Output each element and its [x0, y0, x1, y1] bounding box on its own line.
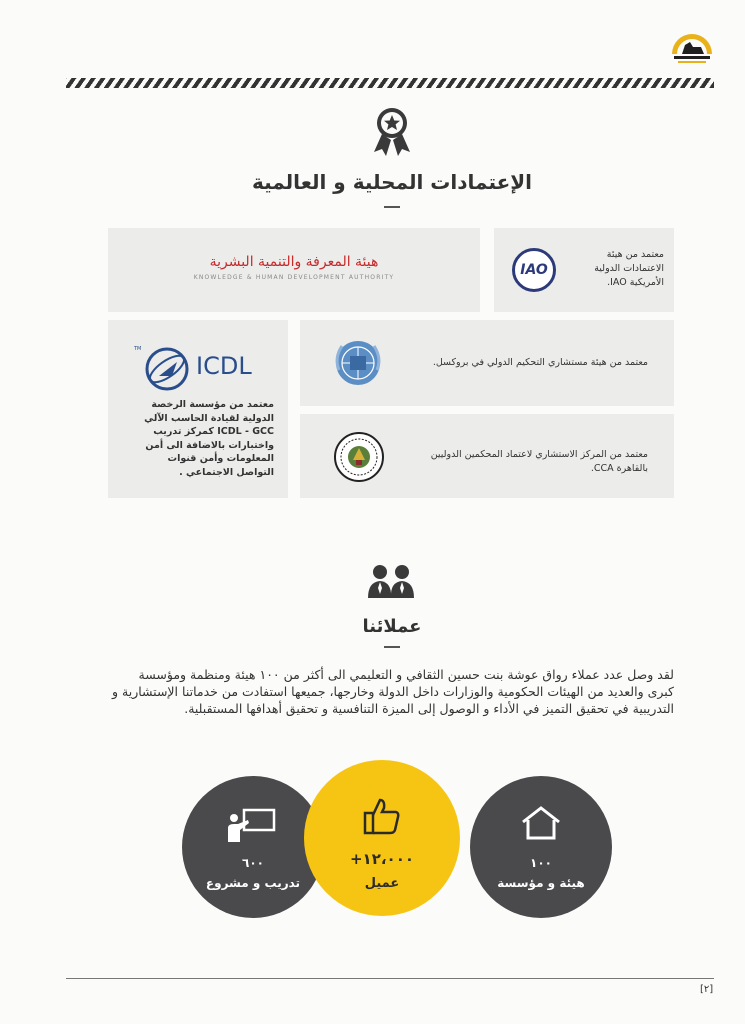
- stat-clients-circle: [304, 760, 460, 916]
- khda-name-ar: هيئة المعرفة والتنمية البشرية: [209, 254, 379, 270]
- iao-logo-text: IAO: [520, 262, 548, 278]
- khda-card: [108, 228, 480, 312]
- stat-organizations-value: ١٠٠: [530, 856, 552, 870]
- un-emblem-icon: [330, 336, 386, 390]
- stat-organizations-label: هيئة و مؤسسة: [497, 876, 585, 890]
- clients-title: عملائنا: [362, 616, 422, 637]
- title-dash: [384, 206, 400, 208]
- iao-logo: [512, 248, 556, 292]
- stat-trainings-value: ٦٠٠: [242, 856, 264, 870]
- iao-text: معتمد من هيئة الاعتمادات الدولية الأمريكية IAO.: [594, 249, 664, 288]
- stat-trainings-circle: [182, 776, 324, 918]
- icdl-tm: TM: [134, 346, 142, 352]
- brussels-card: [300, 320, 674, 406]
- page-number: [٢]: [700, 984, 714, 995]
- clients-dash: [384, 646, 400, 648]
- cca-text: معتمد من المركز الاستشاري لاعتماد المحكمين الدوليين بالقاهرة CCA.: [430, 449, 648, 474]
- icdl-logo-text: ICDL: [196, 352, 252, 380]
- stat-clients-label: عميل: [364, 876, 400, 891]
- iao-card: [494, 228, 674, 312]
- cca-seal-icon: [332, 430, 386, 484]
- presentation-icon: [226, 806, 278, 846]
- clients-people-icon: [366, 564, 416, 600]
- brussels-text: معتمد من هيئة مستشاري التحكيم الدولي في بروكسل.: [432, 357, 648, 368]
- accreditation-title: الإعتمادات المحلية و العالمية: [251, 170, 533, 194]
- institution-logo: [668, 26, 716, 70]
- icdl-card: [108, 320, 288, 498]
- icdl-text: معتمد من مؤسسة الرخصة الدولية لقيادة الحاسب الآلي ICDL - GCC كمركز تدريب واختبارات بالاضافة الى أمن المعلومات وأمن قنوات التواصل الاجتماعي .: [144, 399, 274, 478]
- header-stripe: [66, 78, 714, 88]
- khda-name-en: KNOWLEDGE & HUMAN DEVELOPMENT AUTHORITY: [193, 274, 395, 281]
- stat-trainings-label: تدريب و مشروع: [205, 876, 301, 890]
- house-icon: [519, 804, 563, 842]
- thumbs-up-icon: [362, 796, 402, 836]
- stat-organizations-circle: [470, 776, 612, 918]
- cca-card: [300, 414, 674, 498]
- award-ribbon-icon: [372, 106, 412, 158]
- footer-line: [66, 978, 714, 979]
- stat-clients-value: +١٢،٠٠٠: [349, 850, 415, 868]
- icdl-globe-icon: [144, 346, 190, 392]
- clients-paragraph: لقد وصل عدد عملاء رواق عوشة بنت حسين الثقافي و التعليمي الى أكثر من ١٠٠ هيئة ومنظمة ومؤسسة كبرى والعديد من الهيئات الحكومية والوزارات داخل الدولة وخارجها، جميعها استفادت من خدماتنا الإستشارية و التدريبية في تحقيق التميز في الأداء و الوصول إلى الميزة التنافسية و تحقيق أهدافها المستقبلية.: [112, 667, 674, 716]
